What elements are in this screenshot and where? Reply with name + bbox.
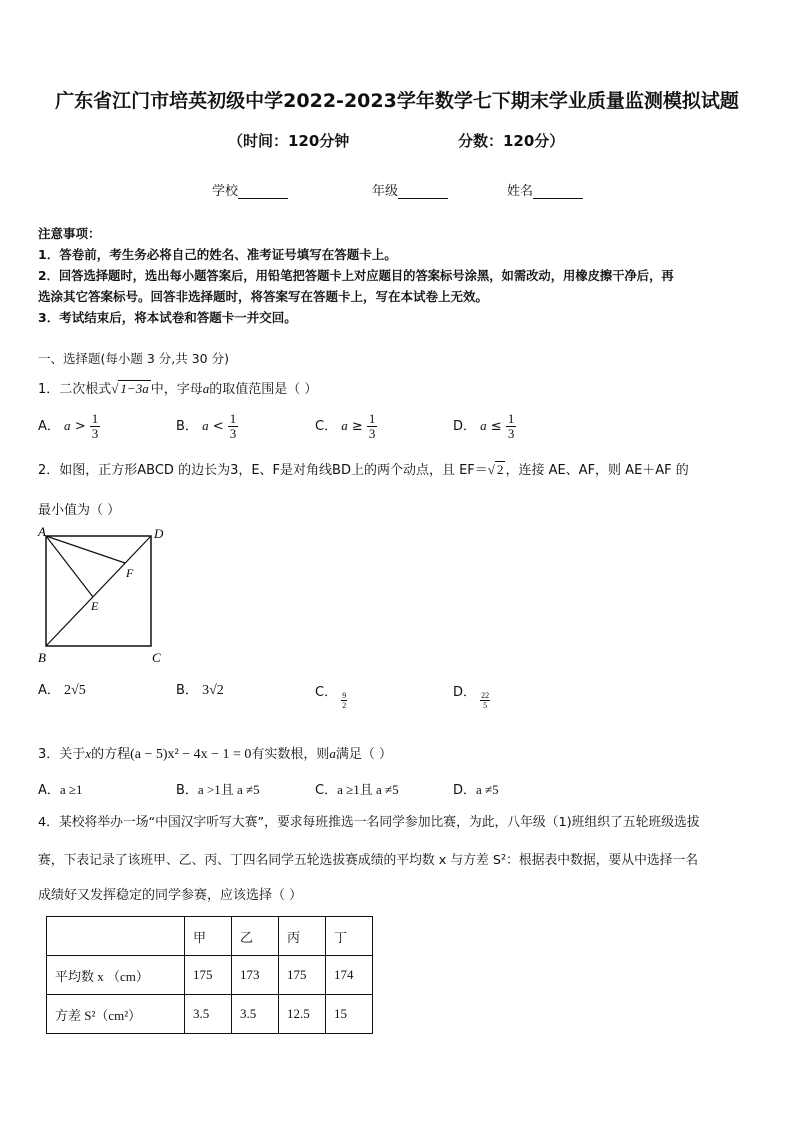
- table-header-cell: 甲: [185, 917, 232, 956]
- name-blank[interactable]: [533, 186, 583, 199]
- notes-item-2b: 选涂其它答案标号。回答非选择题时，将答案写在答题卡上，写在本试卷上无效。: [38, 289, 489, 304]
- table-cell: 15: [326, 995, 373, 1034]
- q1-radicand: 1−3a: [120, 381, 149, 396]
- fraction: $\frac{22}{5}$: [481, 691, 490, 710]
- q1-option-a[interactable]: A． a > $\frac{1}{3}$: [38, 411, 99, 441]
- question-4-line-1: 4．某校将举办一场“中国汉字听写大赛”，要求每班推选一名同学参加比赛，为此，八年级（1)班组织了五轮班级选拔: [38, 815, 700, 830]
- fraction: $\frac{1}{3}$: [368, 411, 376, 441]
- square-diagram: [36, 524, 166, 666]
- table-header-cell: [47, 917, 185, 956]
- grade-label: 年级: [372, 184, 399, 199]
- table-header-row: [47, 917, 373, 956]
- label-f: F: [126, 566, 134, 580]
- section-heading: 一、选择题(每小题 3 分,共 30 分): [38, 351, 229, 366]
- table-header-cell: 丙: [279, 917, 326, 956]
- fraction: $\frac{1}{3}$: [229, 411, 237, 441]
- row-label-variance: 方差 S²（cm²）: [47, 995, 185, 1034]
- label-c: C: [152, 650, 161, 665]
- q1-option-c[interactable]: C． a ≥ $\frac{1}{3}$: [315, 411, 376, 441]
- table-cell: 173: [232, 956, 279, 995]
- name-field: [507, 180, 583, 199]
- exam-time: （时间：120分钟: [228, 132, 350, 150]
- school-label: 学校: [212, 184, 239, 199]
- q1-option-d[interactable]: D． a ≤ $\frac{1}{3}$: [453, 411, 515, 441]
- table-header-cell: 丁: [326, 917, 373, 956]
- q3-option-d[interactable]: D．a ≠5: [453, 782, 499, 798]
- q2-option-d[interactable]: D． $\frac{22}{5}$: [453, 685, 490, 710]
- question-2-line-1: 2．如图，正方形ABCD 的边长为3，E、F是对角线BD上的两个动点，且 EF＝√ 2 ，连接 AE、AF，则 AE＋AF 的: [38, 462, 689, 478]
- table-row: [47, 995, 373, 1034]
- notes-heading: 注意事项：: [38, 226, 101, 241]
- q3-option-b[interactable]: B．a >1且 a ≠5: [176, 782, 260, 798]
- notes-item-1: 1．答卷前，考生务必将自己的姓名、准考证号填写在答题卡上。: [38, 247, 397, 262]
- q3-option-c[interactable]: C．a ≥1且 a ≠5: [315, 782, 399, 798]
- segment-ae: [46, 536, 93, 597]
- fraction: $\frac{1}{3}$: [91, 411, 99, 441]
- table-row: [47, 956, 373, 995]
- score-table: [46, 916, 373, 1034]
- diagonal-bd: [46, 536, 151, 646]
- question-1: 1．二次根式√ 1−3a 中，字母a的取值范围是（ ）: [38, 381, 318, 397]
- table-cell: 175: [279, 956, 326, 995]
- grade-field: [372, 180, 448, 199]
- table-cell: 175: [185, 956, 232, 995]
- notes-item-2a: 2．回答选择题时，选出每小题答案后，用铅笔把答题卡上对应题目的答案标号涂黑，如需改动，用橡皮擦干净后，再: [38, 269, 674, 283]
- label-a: A: [38, 524, 46, 539]
- name-label: 姓名: [507, 184, 534, 199]
- table-cell: 3.5: [232, 995, 279, 1034]
- notes-item-3: 3．考试结束后，将本试卷和答题卡一并交回。: [38, 310, 297, 325]
- label-d: D: [154, 526, 164, 541]
- q1-option-b[interactable]: B． a < $\frac{1}{3}$: [176, 411, 237, 441]
- q3-option-a[interactable]: A．a ≥1: [38, 782, 83, 798]
- label-e: E: [91, 599, 99, 613]
- q2-option-a[interactable]: A． 2√5: [38, 683, 86, 698]
- q3-equation: (a − 5)x² − 4x − 1 = 0: [130, 747, 252, 762]
- question-2-line-2: 最小值为（ ）: [38, 503, 121, 518]
- table-cell: 3.5: [185, 995, 232, 1034]
- school-field: [212, 180, 288, 199]
- table-cell: 174: [326, 956, 373, 995]
- q2-option-b[interactable]: B． 3√2: [176, 683, 224, 698]
- segment-af: [46, 536, 125, 563]
- label-b: B: [38, 650, 46, 665]
- grade-blank[interactable]: [398, 186, 448, 199]
- question-4-line-2: 赛，下表记录了该班甲、乙、丙、丁四名同学五轮选拔赛成绩的平均数 x 与方差 S²：根据表中数据，要从中选择一名: [38, 853, 699, 868]
- table-header-cell: 乙: [232, 917, 279, 956]
- question-4-line-3: 成绩好又发挥稳定的同学参赛，应该选择（ ）: [38, 888, 303, 903]
- fraction: $\frac{1}{3}$: [507, 411, 515, 441]
- school-blank[interactable]: [238, 186, 288, 199]
- page-title: 广东省江门市培英初级中学2022-2023学年数学七下期末学业质量监测模拟试题: [55, 90, 739, 112]
- fraction: $\frac{9}{2}$: [342, 691, 347, 710]
- q2-option-c[interactable]: C． $\frac{9}{2}$: [315, 685, 347, 710]
- exam-score: 分数：120分）: [458, 132, 565, 150]
- question-3: 3．关于x的方程(a − 5)x² − 4x − 1 = 0有实数根，则a满足（ ）: [38, 746, 393, 762]
- row-label-mean: 平均数 x （cm）: [47, 956, 185, 995]
- table-cell: 12.5: [279, 995, 326, 1034]
